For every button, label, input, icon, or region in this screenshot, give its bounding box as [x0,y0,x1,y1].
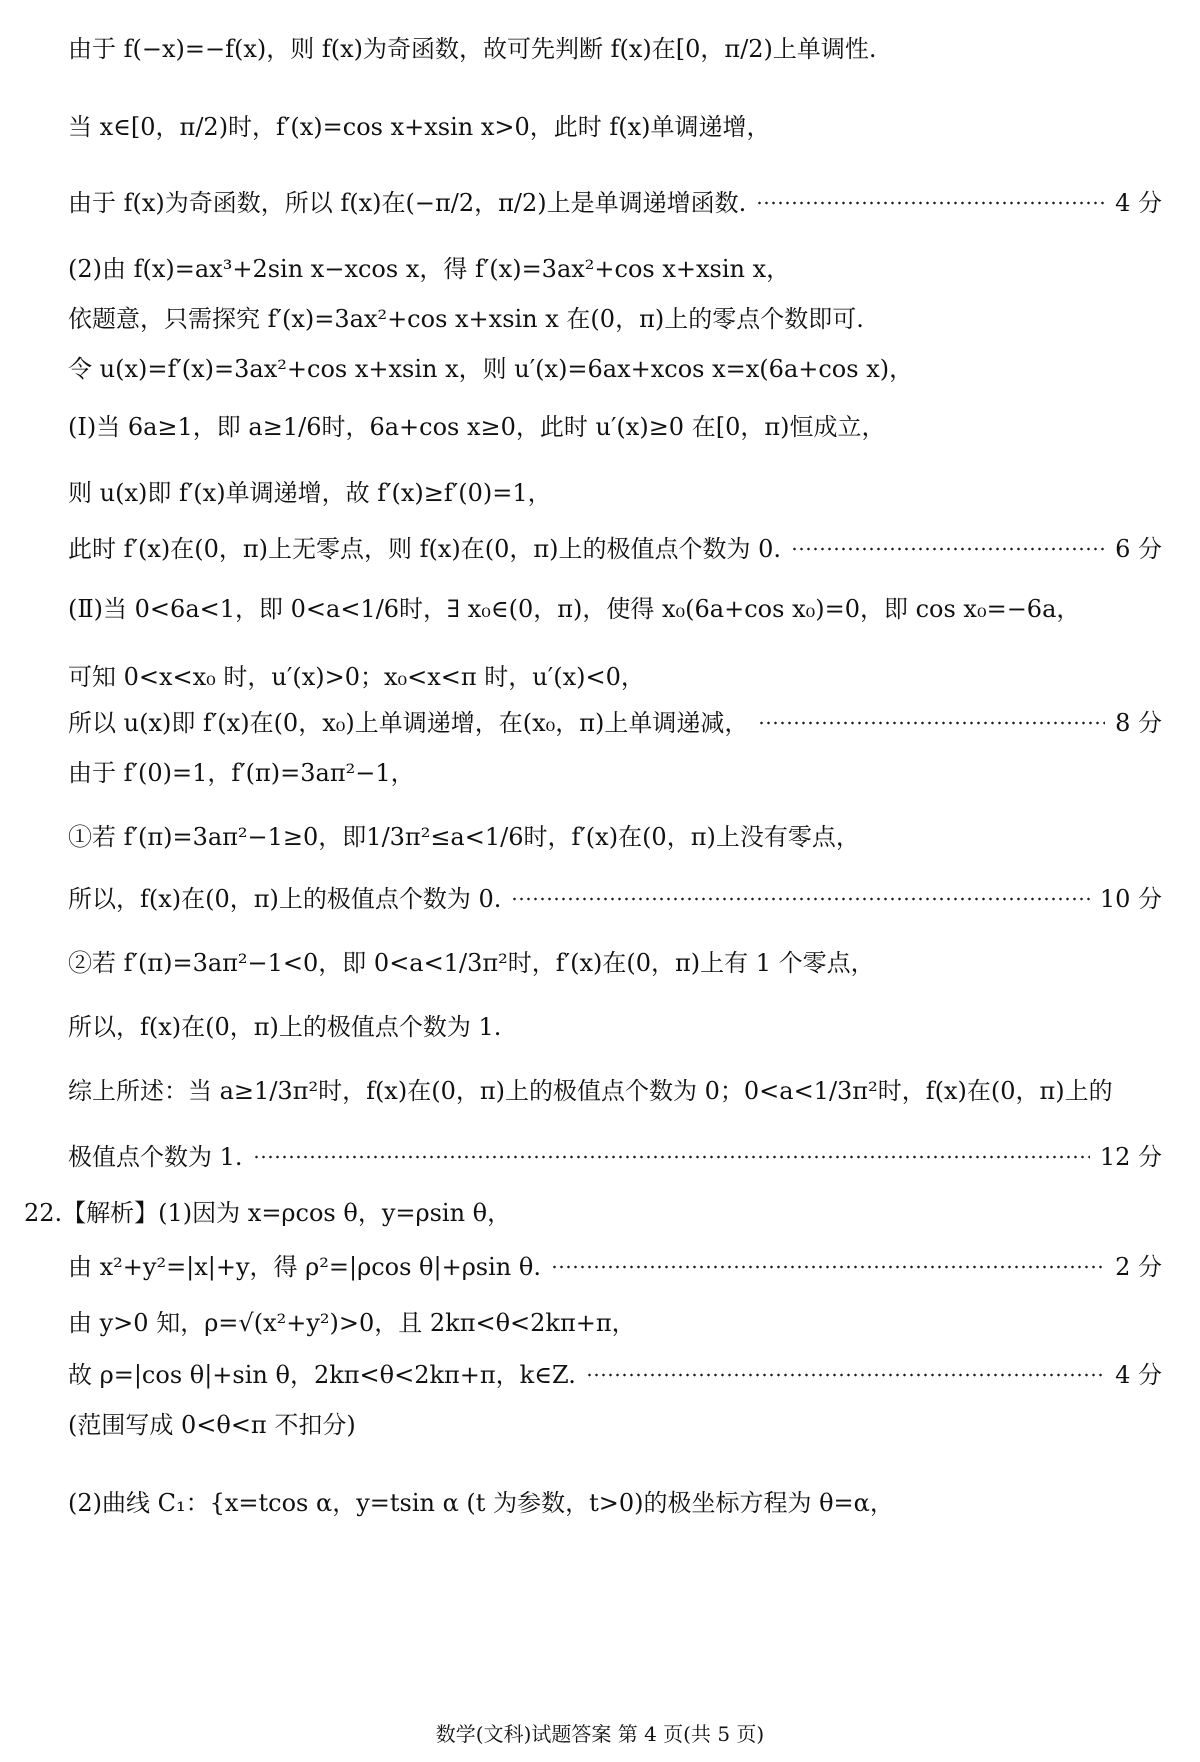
score-label: 6 分 [1115,535,1162,563]
page-footer: 数学(文科)试题答案 第 4 页(共 5 页) [435,1722,765,1746]
text-line-10 [68,592,1162,626]
line-text: 极值点个数为 1. [68,1143,243,1171]
line-text: 故 ρ=|cos θ|+sin θ，2kπ<θ<2kπ+π，k∈Z. [68,1361,576,1389]
leader-dots [791,547,1105,551]
line-text: 则 u(x)即 f′(x)单调递增，故 f′(x)≥f′(0)=1， [68,479,552,507]
line-text: 22.【解析】(1)因为 x=ρcos θ，y=ρsin θ， [24,1199,512,1227]
text-line-17 [68,1010,1162,1044]
line-text: 综上所述：当 a≥1/3π²时，f(x)在(0，π)上的极值点个数为 0；0<a<1/3π²时，f(x)在(0，π)上的 [68,1077,1113,1105]
text-line-21 [68,1250,1162,1284]
line-text: 依题意，只需探究 f′(x)=3ax²+cos x+xsin x 在(0，π)上的零点个数即可. [68,305,864,333]
score-label: 8 分 [1115,709,1162,737]
line-text: 此时 f′(x)在(0，π)上无零点，则 f(x)在(0，π)上的极值点个数为 0. [68,535,782,563]
text-line-18 [68,1074,1162,1108]
text-line-8 [68,476,1162,510]
leader-dots [756,201,1105,205]
text-line-2 [68,110,1162,144]
text-line-7 [68,410,1162,444]
line-text: 所以 u(x)即 f′(x)在(0，x₀)上单调递增，在(x₀，π)上单调递减， [68,709,749,737]
line-text: 可知 0<x<x₀ 时，u′(x)>0；x₀<x<π 时，u′(x)<0， [68,663,645,691]
text-line-4 [68,252,1162,286]
text-line-16 [68,946,1162,980]
text-line-3 [68,186,1162,220]
score-label: 2 分 [1115,1253,1162,1281]
score-label: 4 分 [1115,1361,1162,1389]
line-text: (2)由 f(x)=ax³+2sin x−xcos x，得 f′(x)=3ax²+cos x+xsin x， [68,255,791,283]
text-line-23 [68,1358,1162,1392]
line-text: 由于 f(x)为奇函数，所以 f(x)在(−π/2，π/2)上是单调递增函数. [68,189,747,217]
text-line-15 [68,882,1162,916]
line-text: 当 x∈[0，π/2)时，f′(x)=cos x+xsin x>0，此时 f(x)单调递增， [68,113,771,141]
line-text: ①若 f′(π)=3aπ²−1≥0，即1/3π²≤a<1/6时，f′(x)在(0，π)上没有零点， [68,823,860,851]
text-line-20 [24,1196,1118,1230]
leader-dots [586,1373,1105,1377]
text-line-19 [68,1140,1162,1174]
line-text: 由 x²+y²=|x|+y，得 ρ²=|ρcos θ|+ρsin θ. [68,1253,541,1281]
text-line-9 [68,532,1162,566]
line-text: 由于 f′(0)=1，f′(π)=3aπ²−1， [68,759,415,787]
line-text: 由 y>0 知，ρ=√(x²+y²)>0，且 2kπ<θ<2kπ+π， [68,1309,636,1337]
score-label: 4 分 [1115,189,1162,217]
line-text: (Ⅰ)当 6a≥1，即 a≥1/6时，6a+cos x≥0，此时 u′(x)≥0 在[0，π)恒成立， [68,413,886,441]
text-line-14 [68,820,1162,854]
line-text: 所以，f(x)在(0，π)上的极值点个数为 1. [68,1013,502,1041]
line-text: (Ⅱ)当 0<6a<1，即 0<a<1/6时，∃ x₀∈(0，π)，使得 x₀(6a+cos x₀)=0，即 cos x₀=−6a， [68,595,1081,623]
score-label: 10 分 [1099,885,1162,913]
leader-dots [758,721,1105,725]
line-text: (范围写成 0<θ<π 不扣分) [68,1411,356,1439]
leader-dots [551,1265,1105,1269]
text-line-1 [68,32,1162,66]
text-line-24 [68,1408,1162,1442]
leader-dots [511,897,1089,901]
text-line-22 [68,1306,1162,1340]
score-label: 12 分 [1099,1143,1162,1171]
text-line-5 [68,302,1162,336]
line-text: (2)曲线 C₁：{x=tcos α，y=tsin α (t 为参数，t>0)的极坐标方程为 θ=α， [68,1489,894,1517]
text-line-11 [68,660,1162,694]
text-line-12 [68,706,1162,740]
text-line-25 [68,1486,1162,1520]
line-text: 所以，f(x)在(0，π)上的极值点个数为 0. [68,885,502,913]
leader-dots [253,1155,1090,1159]
text-line-13 [68,756,1162,790]
text-line-6 [68,352,1162,386]
line-text: ②若 f′(π)=3aπ²−1<0，即 0<a<1/3π²时，f′(x)在(0，π)上有 1 个零点， [68,949,875,977]
line-text: 由于 f(−x)=−f(x)，则 f(x)为奇函数，故可先判断 f(x)在[0，π/2)上单调性. [68,35,877,63]
line-text: 令 u(x)=f′(x)=3ax²+cos x+xsin x，则 u′(x)=6ax+xcos x=x(6a+cos x)， [68,355,914,383]
